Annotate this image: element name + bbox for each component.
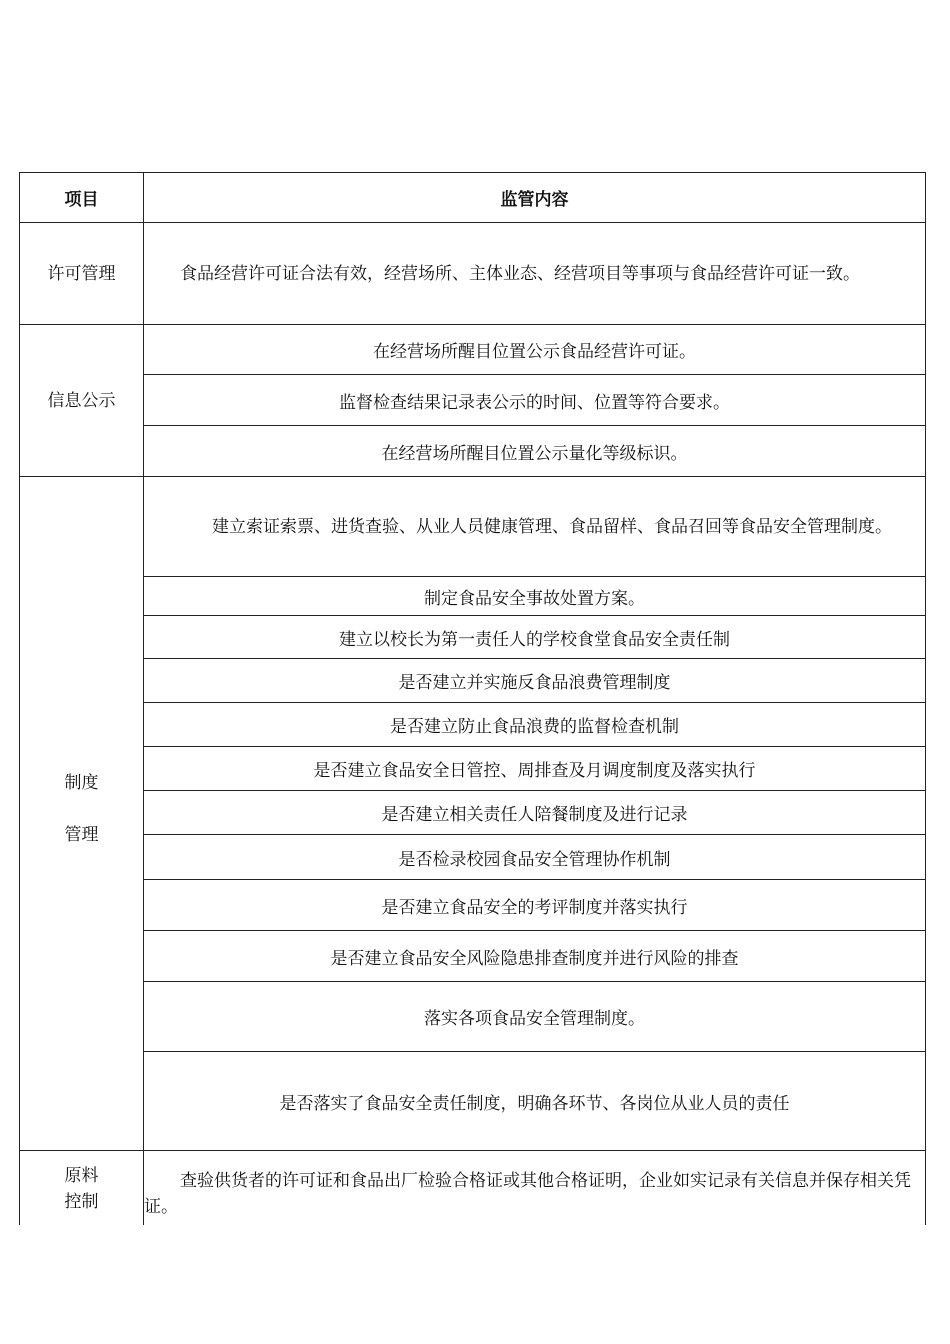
- table-row: [20, 931, 926, 982]
- table-row: [20, 982, 926, 1052]
- content-cell: 在经营场所醒目位置公示食品经营许可证。: [144, 325, 926, 375]
- table-row: [20, 577, 926, 616]
- content-cell: 是否检录校园食品安全管理协作机制: [144, 835, 926, 880]
- table-row: [20, 747, 926, 791]
- table-row: [20, 375, 926, 426]
- table-row: [20, 703, 926, 747]
- table-row: [20, 1052, 926, 1151]
- category-license: 许可管理: [20, 223, 144, 325]
- table-row: [20, 616, 926, 659]
- table-row: [20, 880, 926, 931]
- content-cell: 是否建立食品安全风险隐患排查制度并进行风险的排查: [144, 931, 926, 982]
- table-row: [20, 1151, 926, 1226]
- category-system-management: 制度 管理: [20, 477, 144, 1151]
- table-row: [20, 791, 926, 835]
- content-cell: 是否落实了食品安全责任制度，明确各环节、各岗位从业人员的责任: [144, 1052, 926, 1151]
- header-item: 项目: [20, 173, 144, 223]
- content-cell: 是否建立并实施反食品浪费管理制度: [144, 659, 926, 703]
- table-row: [20, 426, 926, 477]
- content-cell: 是否建立相关责任人陪餐制度及进行记录: [144, 791, 926, 835]
- table-row: [20, 835, 926, 880]
- category-raw-material: 原料 控制: [20, 1151, 144, 1226]
- category-info-disclosure: 信息公示: [20, 325, 144, 477]
- content-cell: 落实各项食品安全管理制度。: [144, 982, 926, 1052]
- content-cell: 是否建立食品安全日管控、周排查及月调度制度及落实执行: [144, 747, 926, 791]
- table-row: [20, 659, 926, 703]
- table-row: [20, 477, 926, 577]
- header-content: 监管内容: [144, 173, 926, 223]
- table-row: [20, 223, 926, 325]
- content-cell: 监督检查结果记录表公示的时间、位置等符合要求。: [144, 375, 926, 426]
- content-cell: 建立索证索票、进货查验、从业人员健康管理、食品留样、食品召回等食品安全管理制度。: [144, 477, 926, 577]
- content-cell: 食品经营许可证合法有效，经营场所、主体业态、经营项目等事项与食品经营许可证一致。: [144, 223, 926, 325]
- content-cell: 建立以校长为第一责任人的学校食堂食品安全责任制: [144, 616, 926, 659]
- content-cell: 查验供货者的许可证和食品出厂检验合格证或其他合格证明，企业如实记录有关信息并保存相关凭证。: [144, 1151, 926, 1226]
- table-row: [20, 325, 926, 375]
- content-cell: 在经营场所醒目位置公示量化等级标识。: [144, 426, 926, 477]
- content-cell: 制定食品安全事故处置方案。: [144, 577, 926, 616]
- content-cell: 是否建立食品安全的考评制度并落实执行: [144, 880, 926, 931]
- header-row: [20, 173, 926, 223]
- supervision-table: [19, 172, 926, 1225]
- content-cell: 是否建立防止食品浪费的监督检查机制: [144, 703, 926, 747]
